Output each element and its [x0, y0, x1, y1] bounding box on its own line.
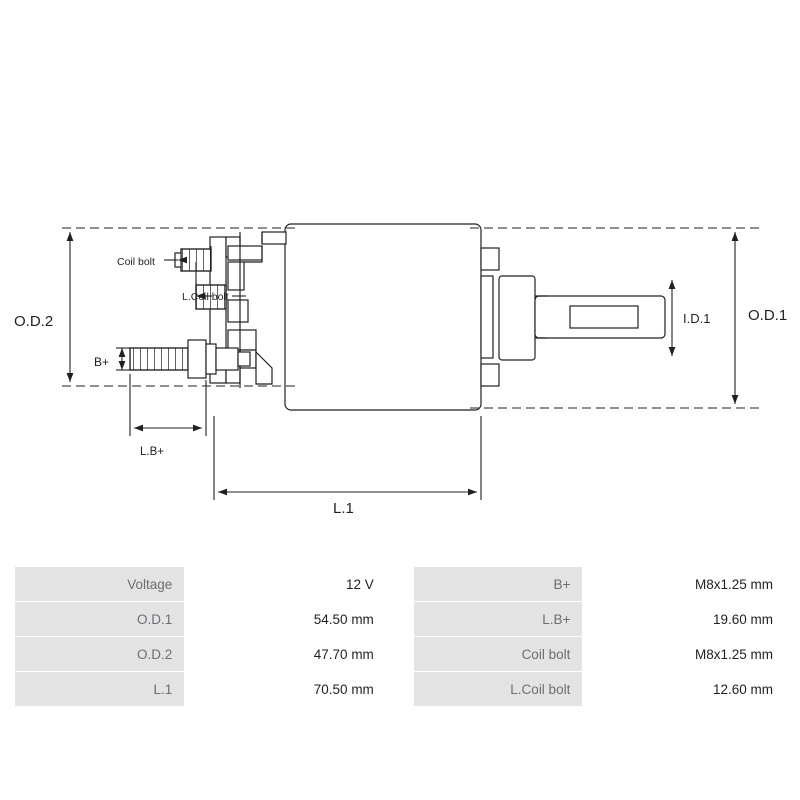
dimension-label-od2: O.D.2 — [14, 313, 54, 330]
spec-value-od1: 54.50 mm — [185, 602, 387, 637]
table-row — [15, 567, 786, 602]
spec-label-l1: L.1 — [15, 672, 185, 707]
dimension-label-coil-bolt: Coil bolt — [117, 256, 155, 268]
spec-label-voltage: Voltage — [15, 567, 185, 602]
dimension-label-l1: L.1 — [333, 500, 354, 517]
spec-value-od2: 47.70 mm — [185, 637, 387, 672]
spec-value-voltage: 12 V — [185, 567, 387, 602]
table-gap — [386, 637, 413, 672]
dimension-label-id1: I.D.1 — [683, 311, 711, 326]
dimension-label-bplus: B+ — [94, 355, 110, 369]
spec-label-od2: O.D.2 — [15, 637, 185, 672]
table-gap — [386, 567, 413, 602]
spec-label-coil-bolt: Coil bolt — [413, 637, 583, 672]
spec-label-od1: O.D.1 — [15, 602, 185, 637]
spec-value-l-coil-bolt: 12.60 mm — [583, 672, 786, 707]
specification-table — [14, 566, 786, 707]
table-gap — [386, 672, 413, 707]
dimension-label-l-bplus: L.B+ — [140, 446, 164, 458]
spec-value-bplus: M8x1.25 mm — [583, 567, 786, 602]
table-gap — [386, 602, 413, 637]
table-row — [15, 672, 786, 707]
spec-value-coil-bolt: M8x1.25 mm — [583, 637, 786, 672]
spec-label-l-coil-bolt: L.Coil bolt — [413, 672, 583, 707]
dimension-label-od1: O.D.1 — [748, 307, 788, 324]
table-row — [15, 637, 786, 672]
table-row — [15, 602, 786, 637]
spec-label-bplus: B+ — [413, 567, 583, 602]
dimension-label-l-coil-bolt: L.Coil bolt — [182, 291, 229, 303]
spec-label-l-bplus: L.B+ — [413, 602, 583, 637]
spec-value-l-bplus: 19.60 mm — [583, 602, 786, 637]
spec-value-l1: 70.50 mm — [185, 672, 387, 707]
